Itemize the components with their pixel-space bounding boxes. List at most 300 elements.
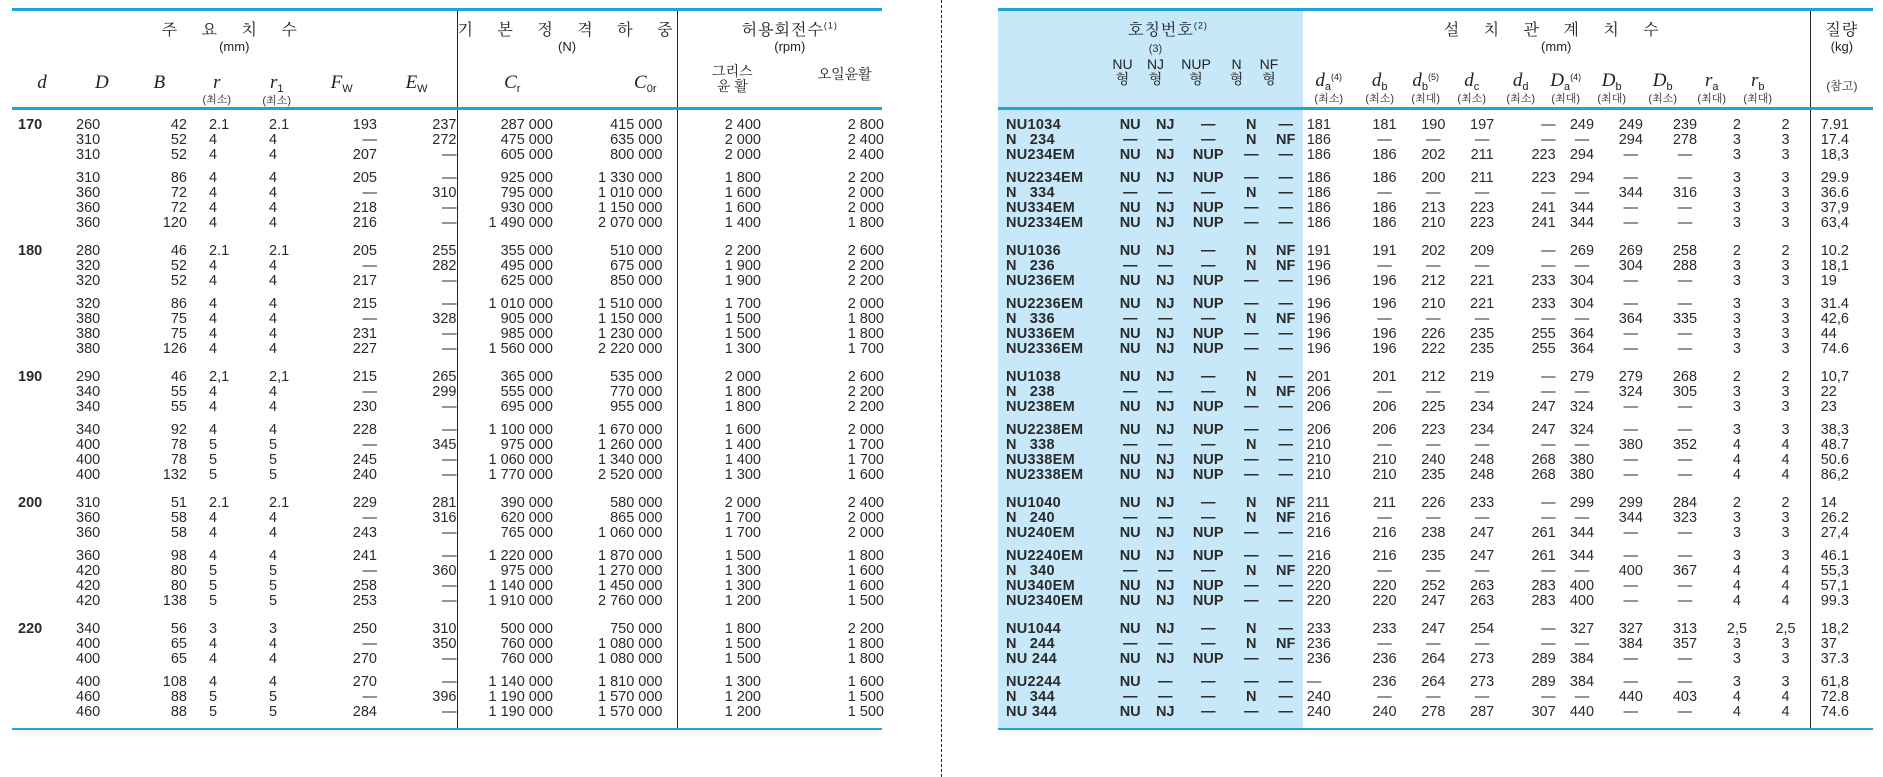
cell-r1: 4 [269,185,278,201]
cell-C0r: 1 340 000 [597,452,663,468]
col-db: $d_b$ (최소) [1365,70,1394,105]
cell-oil: 1 500 [847,593,884,609]
cell-Fw: — [362,510,377,526]
cell-nf: — [1269,274,1303,289]
cell-r1: 5 [269,563,278,579]
cell-Da: 294 [1569,170,1595,186]
cell-rb: 4 [1781,704,1790,720]
table-row [12,274,902,289]
cell-nf: NF [1269,511,1303,526]
cell-Db: 279 [1618,369,1643,385]
cell-C0r: 2 760 000 [597,593,663,609]
cell-dc: 263 [1470,578,1495,594]
cell-db: 201 [1372,369,1397,385]
cell-Cr: 760 000 [457,637,567,652]
cell-dd: — [1541,311,1556,327]
cell-mass: 29.9 [1810,171,1873,186]
designation-cell: N 344 [998,690,1113,705]
cell-nj: NJ [1148,705,1183,720]
cell-Db: 304 [1618,258,1643,274]
cell-d [12,171,72,186]
cell-r: 5 [209,704,218,720]
designation-cell: N 236 [998,259,1113,274]
cell-Db: — [1623,452,1639,468]
cell-mass: 18,3 [1810,148,1873,163]
cell-Cr: 1 100 000 [457,423,567,438]
cell-rb: 3 [1781,651,1790,667]
cell-Fw: — [362,384,377,400]
cell-n: — [1234,468,1269,483]
cell-oil: 1 700 [847,452,884,468]
col-C0r: $C_{0r}$ [634,72,657,95]
cell-Ew: — [442,200,457,216]
designation-cell: NU1034 [998,118,1113,133]
cell-Cr: 930 000 [457,201,567,216]
cell-d [12,690,72,705]
cell-D: 360 [76,510,101,526]
cell-n: — [1234,594,1269,609]
cell-ra: 3 [1732,674,1741,690]
cell-Db: 324 [1618,384,1643,400]
cell-nu: NU [1113,400,1148,415]
cell-d [12,637,72,652]
table-row [12,148,902,163]
cell-r: 5 [209,593,218,609]
cell-db2: — [1426,311,1441,327]
cell-r: 4 [209,525,218,541]
cell-da: 186 [1306,215,1331,231]
cell-nu: NU [1113,468,1148,483]
cell-Ew: 310 [432,185,457,201]
cell-r1: 4 [269,422,278,438]
table-row [998,637,1873,652]
cell-da: 196 [1306,311,1331,327]
cell-db2: 212 [1421,273,1446,289]
cell-nj: NJ [1148,327,1183,342]
cell-nf: — [1269,705,1303,720]
cell-D: 380 [76,326,101,342]
cell-Db2: — [1677,704,1693,720]
col-dc: $d_c$ (최소) [1457,70,1486,105]
cell-nj: NJ [1148,118,1183,133]
cell-r1: 4 [269,258,278,274]
cell-ra: 3 [1732,636,1741,652]
cell-r1: 5 [269,689,278,705]
cell-db2: — [1426,510,1441,526]
col-nf: NF 형 [1259,56,1279,87]
cell-r: 4 [209,636,218,652]
group-title: 주 요 치 수 [161,22,307,39]
cell-mass: 74.6 [1810,705,1873,720]
cell-r1: 2.1 [269,117,290,133]
cell-Db2: — [1677,422,1693,438]
cell-db2: — [1426,563,1441,579]
cell-db: 216 [1372,525,1397,541]
cell-nf: — [1269,690,1303,705]
cell-nj: NJ [1148,453,1183,468]
cell-db: — [1377,258,1392,274]
cell-nf: NF [1269,637,1303,652]
cell-Fw: 245 [352,452,377,468]
col-db-max: $d_b^{(5)}$ (최대) [1411,70,1440,105]
cell-mass: 74.6 [1810,342,1873,357]
cell-B: 52 [170,258,187,274]
designation-cell: NU2244 [998,675,1113,690]
cell-Da: 380 [1569,467,1595,483]
cell-mass: 46.1 [1810,549,1873,564]
cell-mass: 19 [1810,274,1873,289]
cell-r: 4 [209,651,218,667]
cell-Ew: 255 [432,243,457,259]
cell-nj: — [1148,259,1183,274]
table-row [998,579,1873,594]
cell-nf: — [1269,526,1303,541]
cell-mass: 17.4 [1810,133,1873,148]
cell-rb: 3 [1781,147,1790,163]
cell-ra: 2 [1732,369,1741,385]
cell-dc: — [1474,185,1490,201]
cell-B: 58 [170,525,187,541]
cell-mass: 10.2 [1810,244,1873,259]
cell-D: 310 [76,170,101,186]
cell-n: N [1234,385,1269,400]
cell-dd: 283 [1531,578,1556,594]
cell-d [12,549,72,564]
cell-nup: — [1183,705,1234,720]
cell-nu: — [1113,312,1148,327]
group-unit: (mm) [219,39,250,54]
cell-Db2: — [1677,525,1693,541]
cell-grease: 2 000 [677,370,787,385]
cell-oil: 2 400 [847,495,884,511]
cell-D: 460 [76,689,101,705]
cell-oil: 1 800 [847,651,884,667]
cell-r: 2,1 [209,369,230,385]
table-row [998,133,1873,148]
cell-ra: 3 [1732,200,1741,216]
cell-Ew: 282 [432,258,457,274]
cell-ra: 3 [1732,326,1741,342]
cell-nj: NJ [1148,579,1183,594]
cell-db: 196 [1372,273,1397,289]
cell-mass: 14 [1810,496,1873,511]
cell-oil: 1 600 [847,578,884,594]
cell-r: 4 [209,548,218,564]
cell-ra: 2 [1732,117,1741,133]
cell-B: 55 [170,399,187,415]
cell-db2: 212 [1421,369,1446,385]
cell-Db2: 403 [1672,689,1698,705]
cell-dc: 273 [1470,651,1495,667]
cell-Db2: 278 [1672,132,1698,148]
cell-rb: 3 [1781,636,1790,652]
cell-mass: 37.3 [1810,652,1873,667]
cell-db2: 226 [1421,326,1446,342]
designation-cell: NU2338EM [998,468,1113,483]
cell-da: 196 [1306,296,1331,312]
cell-Fw: — [362,185,377,201]
cell-nf: — [1269,148,1303,163]
cell-Ew: — [442,578,457,594]
cell-nup: — [1183,511,1234,526]
cell-db: 196 [1372,296,1397,312]
cell-nu: NU [1113,579,1148,594]
table-row [998,468,1873,483]
cell-mass: 99.3 [1810,594,1873,609]
cell-Cr: 1 490 000 [457,216,567,231]
cell-d [12,468,72,483]
cell-C0r: 2 070 000 [597,215,663,231]
cell-grease: 1 800 [677,171,787,186]
cell-dd: 247 [1531,422,1556,438]
cell-B: 126 [162,341,187,357]
cell-oil: 2 000 [847,296,884,312]
cell-nj: NJ [1148,652,1183,667]
designation-cell: N 340 [998,564,1113,579]
cell-Ew: 310 [432,621,457,637]
cell-Db: — [1623,467,1639,483]
cell-r1: 3 [269,621,278,637]
cell-Da: 440 [1569,704,1595,720]
cell-Ew: 281 [432,495,457,511]
cell-Db2: — [1677,452,1693,468]
cell-dd: 268 [1531,467,1556,483]
cell-oil: 1 800 [847,326,884,342]
cell-Cr: 1 140 000 [457,675,567,690]
cell-da: 206 [1306,422,1331,438]
right-header [998,11,1873,107]
cell-Ew: — [442,422,457,438]
cell-d [12,705,72,720]
cell-Db2: — [1677,548,1693,564]
cell-mass: 37 [1810,637,1873,652]
cell-nj: NJ [1148,342,1183,357]
cell-nu: NU [1113,549,1148,564]
cell-nu: NU [1113,496,1148,511]
cell-Db2: — [1677,593,1693,609]
cell-nu: NU [1113,244,1148,259]
cell-nj: — [1148,186,1183,201]
cell-Fw: 230 [352,399,377,415]
cell-d [12,564,72,579]
cell-n: N [1234,637,1269,652]
cell-ra: 3 [1732,399,1741,415]
cell-n: N [1234,690,1269,705]
cell-Db: 249 [1618,117,1643,133]
cell-Ew: — [442,467,457,483]
cell-grease: 1 300 [677,579,787,594]
cell-nup: — [1183,690,1234,705]
spacer-row [12,289,902,297]
cell-Db2: — [1677,296,1693,312]
cell-nj: — [1148,690,1183,705]
table-row [12,186,902,201]
table-row [998,675,1873,690]
table-row [998,496,1873,511]
cell-nj: — [1148,564,1183,579]
cell-r: 5 [209,467,218,483]
bottom-rule [12,728,882,730]
spacer-row [998,720,1873,728]
cell-Fw: 250 [352,621,377,637]
cell-grease: 1 500 [677,312,787,327]
cell-Da: — [1574,132,1590,148]
table-row [12,133,902,148]
designation-cell: NU 344 [998,705,1113,720]
cell-dd: 268 [1531,452,1556,468]
designation-cell: NU2336EM [998,342,1113,357]
left-body [12,110,902,728]
cell-D: 340 [76,621,101,637]
col-ra: $r_a$ (최대) [1697,70,1726,105]
designation-cell: N 334 [998,186,1113,201]
cell-Db: — [1623,525,1639,541]
cell-r: 4 [209,384,218,400]
cell-D: 420 [76,563,101,579]
table-row [998,274,1873,289]
cell-d [12,297,72,312]
cell-Da: 344 [1569,215,1595,231]
cell-db2: 210 [1421,296,1446,312]
cell-dd: — [1541,689,1556,705]
cell-nup: NUP [1183,423,1234,438]
cell-da: 220 [1306,593,1331,609]
cell-ra: 2 [1732,243,1741,259]
cell-rb: 3 [1781,674,1790,690]
cell-nu: NU [1113,675,1148,690]
cell-n: N [1234,312,1269,327]
col-nj: (3) NJ 형 [1146,43,1165,87]
cell-db2: 278 [1421,704,1446,720]
table-row [12,637,902,652]
cell-grease: 1 700 [677,511,787,526]
cell-Da: — [1574,689,1590,705]
cell-D: 360 [76,185,101,201]
cell-Cr: 795 000 [457,186,567,201]
cell-dc: 221 [1470,273,1495,289]
cell-rb: 3 [1781,548,1790,564]
cell-nf: NF [1269,312,1303,327]
cell-mass: 55,3 [1810,564,1873,579]
cell-mass: 50.6 [1810,453,1873,468]
cell-n: — [1234,579,1269,594]
designation-cell: N 240 [998,511,1113,526]
cell-rb: 3 [1781,215,1790,231]
cell-dc: — [1474,689,1490,705]
cell-n: N [1234,259,1269,274]
cell-dd: — [1541,510,1556,526]
cell-C0r: 2 220 000 [597,341,663,357]
cell-Db: — [1623,593,1639,609]
cell-oil: 2 000 [847,510,884,526]
table-row [12,705,902,720]
cell-dc: 233 [1470,495,1495,511]
table-row [12,423,902,438]
cell-dd: — [1541,117,1556,133]
cell-ra: 3 [1732,525,1741,541]
table-row [998,118,1873,133]
cell-r: 2.1 [209,495,230,511]
col-grease: 그리스 윤 활 [712,63,753,94]
cell-Da: 364 [1569,341,1595,357]
cell-Fw: — [362,636,377,652]
cell-oil: 2 800 [847,117,884,133]
cell-nf: NF [1269,259,1303,274]
cell-Db: — [1623,200,1639,216]
cell-nu: — [1113,259,1148,274]
cell-Ew: — [442,548,457,564]
cell-r1: 4 [269,311,278,327]
cell-nup: NUP [1183,453,1234,468]
cell-n: N [1234,244,1269,259]
cell-grease: 1 500 [677,637,787,652]
cell-Cr: 985 000 [457,327,567,342]
cell-Cr: 500 000 [457,622,567,637]
cell-nf: NF [1269,244,1303,259]
cell-B: 88 [170,704,187,720]
cell-n: N [1234,370,1269,385]
table-row [12,511,902,526]
cell-ra: 4 [1732,689,1741,705]
designation-cell: NU2340EM [998,594,1113,609]
cell-db2: 190 [1421,117,1446,133]
table-row [12,453,902,468]
spacer-row [12,720,902,728]
cell-Db: 344 [1618,185,1643,201]
cell-dc: 211 [1470,147,1494,163]
cell-ra: 4 [1732,593,1741,609]
cell-nj: NJ [1148,297,1183,312]
cell-r: 4 [209,399,218,415]
cell-rb: 3 [1781,326,1790,342]
cell-dd: — [1541,243,1556,259]
cell-Fw: 215 [352,296,377,312]
cell-nj: — [1148,133,1183,148]
cell-r: 4 [209,170,218,186]
table-row [998,400,1873,415]
cell-Db: — [1623,674,1639,690]
spacer-row [12,541,902,549]
table-row [998,438,1873,453]
cell-nup: — [1183,186,1234,201]
table-row [12,496,902,511]
cell-Db2: — [1677,674,1693,690]
cell-B: 51 [170,495,187,511]
designation-cell: NU2234EM [998,171,1113,186]
cell-db2: 202 [1421,243,1446,259]
cell-oil: 2 200 [847,273,884,289]
cell-da: 210 [1306,467,1331,483]
cell-nf: — [1269,675,1303,690]
cell-nf: NF [1269,564,1303,579]
cell-Cr: 765 000 [457,526,567,541]
cell-nup: NUP [1183,171,1234,186]
cell-mass: 18,1 [1810,259,1873,274]
cell-ra: 4 [1732,578,1741,594]
cell-rb: 3 [1781,422,1790,438]
cell-db2: 247 [1421,621,1446,637]
cell-D: 260 [76,117,101,133]
cell-Cr: 355 000 [457,244,567,259]
table-row [998,705,1873,720]
cell-da: 216 [1306,548,1331,564]
cell-Db: — [1623,399,1639,415]
cell-nj: NJ [1148,400,1183,415]
cell-ra: 2 [1732,495,1741,511]
cell-Fw: — [362,563,377,579]
cell-Db: — [1623,422,1639,438]
cell-r: 4 [209,510,218,526]
